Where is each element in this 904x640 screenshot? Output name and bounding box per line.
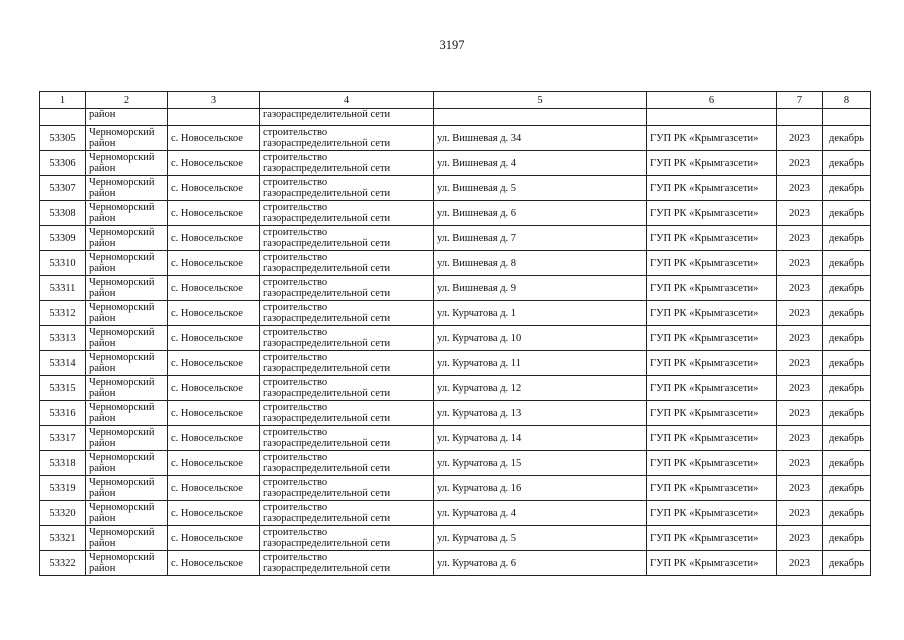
table-row bbox=[40, 451, 871, 476]
cell-month: декабрь bbox=[823, 351, 871, 376]
cell-district: район bbox=[86, 109, 168, 126]
district-line: район bbox=[89, 238, 116, 249]
cell-num: 53313 bbox=[40, 326, 86, 351]
district-line: Черноморский bbox=[89, 127, 155, 138]
cell-num: 53321 bbox=[40, 526, 86, 551]
cell-month: декабрь bbox=[823, 326, 871, 351]
district-line: район bbox=[89, 263, 116, 274]
district-line: Черноморский bbox=[89, 302, 155, 313]
column-header-6: 6 bbox=[647, 92, 777, 109]
work-line: газораспределительной сети bbox=[263, 363, 391, 374]
cell-work bbox=[260, 126, 434, 151]
cell-district bbox=[86, 301, 168, 326]
cell-month: декабрь bbox=[823, 476, 871, 501]
district-line: район bbox=[89, 438, 116, 449]
cell-org: ГУП РК «Крымгазсети» bbox=[647, 476, 777, 501]
table-row bbox=[40, 476, 871, 501]
cell-org: ГУП РК «Крымгазсети» bbox=[647, 451, 777, 476]
column-header-5: 5 bbox=[434, 92, 647, 109]
district-line: Черноморский bbox=[89, 402, 155, 413]
table-row bbox=[40, 226, 871, 251]
table-row bbox=[40, 151, 871, 176]
cell-address: ул. Вишневая д. 6 bbox=[434, 201, 647, 226]
cell-village: с. Новосельское bbox=[168, 451, 260, 476]
cell-village: с. Новосельское bbox=[168, 251, 260, 276]
district-line: район bbox=[89, 413, 116, 424]
cell-address: ул. Вишневая д. 9 bbox=[434, 276, 647, 301]
cell-year: 2023 bbox=[777, 126, 823, 151]
cell-district bbox=[86, 451, 168, 476]
table-row bbox=[40, 326, 871, 351]
cell-year: 2023 bbox=[777, 451, 823, 476]
cell-address: ул. Курчатова д. 15 bbox=[434, 451, 647, 476]
cell-address: ул. Вишневая д. 34 bbox=[434, 126, 647, 151]
cell-org: ГУП РК «Крымгазсети» bbox=[647, 151, 777, 176]
work-line: газораспределительной сети bbox=[263, 238, 391, 249]
cell-year: 2023 bbox=[777, 351, 823, 376]
cell-work bbox=[260, 451, 434, 476]
cell-month: декабрь bbox=[823, 501, 871, 526]
cell-work bbox=[260, 426, 434, 451]
table-row bbox=[40, 351, 871, 376]
work-line: газораспределительной сети bbox=[263, 563, 391, 574]
cell-year: 2023 bbox=[777, 476, 823, 501]
continuation-row bbox=[40, 109, 871, 126]
cell-month: декабрь bbox=[823, 426, 871, 451]
cell-year: 2023 bbox=[777, 201, 823, 226]
work-line: строительство bbox=[263, 127, 328, 138]
district-line: Черноморский bbox=[89, 327, 155, 338]
work-line: строительство bbox=[263, 477, 328, 488]
cell-num: 53315 bbox=[40, 376, 86, 401]
cell-num: 53314 bbox=[40, 351, 86, 376]
work-line: строительство bbox=[263, 252, 328, 263]
table-row bbox=[40, 526, 871, 551]
table-row bbox=[40, 501, 871, 526]
column-header-2: 2 bbox=[86, 92, 168, 109]
cell-address: ул. Курчатова д. 10 bbox=[434, 326, 647, 351]
cell-village: с. Новосельское bbox=[168, 351, 260, 376]
cell-address: ул. Вишневая д. 4 bbox=[434, 151, 647, 176]
cell-village: с. Новосельское bbox=[168, 376, 260, 401]
work-line: строительство bbox=[263, 327, 328, 338]
cell-district bbox=[86, 201, 168, 226]
cell-village: с. Новосельское bbox=[168, 401, 260, 426]
district-line: Черноморский bbox=[89, 352, 155, 363]
cell-work bbox=[260, 351, 434, 376]
district-line: Черноморский bbox=[89, 502, 155, 513]
cell-org: ГУП РК «Крымгазсети» bbox=[647, 551, 777, 576]
cell-month: декабрь bbox=[823, 151, 871, 176]
cell-district bbox=[86, 226, 168, 251]
cell-village: с. Новосельское bbox=[168, 276, 260, 301]
cell-village: с. Новосельское bbox=[168, 551, 260, 576]
cell-address: ул. Курчатова д. 14 bbox=[434, 426, 647, 451]
cell-work bbox=[260, 201, 434, 226]
cell-district bbox=[86, 551, 168, 576]
cell-district bbox=[86, 151, 168, 176]
cell-num bbox=[40, 109, 86, 126]
cell-address: ул. Курчатова д. 4 bbox=[434, 501, 647, 526]
cell-address: ул. Курчатова д. 12 bbox=[434, 376, 647, 401]
district-line: район bbox=[89, 513, 116, 524]
work-line: газораспределительной сети bbox=[263, 313, 391, 324]
cell-month: декабрь bbox=[823, 126, 871, 151]
district-line: район bbox=[89, 388, 116, 399]
cell-num: 53309 bbox=[40, 226, 86, 251]
work-line: газораспределительной сети bbox=[263, 438, 391, 449]
table-row bbox=[40, 376, 871, 401]
cell-address: ул. Вишневая д. 5 bbox=[434, 176, 647, 201]
cell-month: декабрь bbox=[823, 201, 871, 226]
cell-work bbox=[260, 501, 434, 526]
work-line: строительство bbox=[263, 452, 328, 463]
work-line: строительство bbox=[263, 402, 328, 413]
work-line: строительство bbox=[263, 277, 328, 288]
work-line: газораспределительной сети bbox=[263, 263, 391, 274]
cell-month: декабрь bbox=[823, 251, 871, 276]
cell-district bbox=[86, 476, 168, 501]
district-line: район bbox=[89, 563, 116, 574]
cell-org: ГУП РК «Крымгазсети» bbox=[647, 501, 777, 526]
cell-month: декабрь bbox=[823, 176, 871, 201]
cell-year: 2023 bbox=[777, 401, 823, 426]
cell-org: ГУП РК «Крымгазсети» bbox=[647, 126, 777, 151]
district-line: Черноморский bbox=[89, 177, 155, 188]
cell-village: с. Новосельское bbox=[168, 301, 260, 326]
district-line: район bbox=[89, 188, 116, 199]
work-line: газораспределительной сети bbox=[263, 213, 391, 224]
work-line: строительство bbox=[263, 302, 328, 313]
district-line: район bbox=[89, 213, 116, 224]
cell-district bbox=[86, 426, 168, 451]
cell-month bbox=[823, 109, 871, 126]
work-line: газораспределительной сети bbox=[263, 413, 391, 424]
cell-village: с. Новосельское bbox=[168, 501, 260, 526]
cell-address: ул. Курчатова д. 6 bbox=[434, 551, 647, 576]
cell-num: 53311 bbox=[40, 276, 86, 301]
cell-address: ул. Вишневая д. 8 bbox=[434, 251, 647, 276]
header-row bbox=[40, 92, 871, 109]
work-line: газораспределительной сети bbox=[263, 463, 391, 474]
work-line: строительство bbox=[263, 227, 328, 238]
cell-village: с. Новосельское bbox=[168, 126, 260, 151]
cell-org: ГУП РК «Крымгазсети» bbox=[647, 401, 777, 426]
cell-district bbox=[86, 401, 168, 426]
cell-org: ГУП РК «Крымгазсети» bbox=[647, 176, 777, 201]
work-line: газораспределительной сети bbox=[263, 338, 391, 349]
district-line: район bbox=[89, 313, 116, 324]
table-row bbox=[40, 426, 871, 451]
cell-num: 53305 bbox=[40, 126, 86, 151]
cell-month: декабрь bbox=[823, 276, 871, 301]
cell-org: ГУП РК «Крымгазсети» bbox=[647, 326, 777, 351]
cell-num: 53308 bbox=[40, 201, 86, 226]
district-line: Черноморский bbox=[89, 202, 155, 213]
cell-month: декабрь bbox=[823, 376, 871, 401]
cell-work bbox=[260, 551, 434, 576]
cell-village bbox=[168, 109, 260, 126]
cell-work bbox=[260, 326, 434, 351]
cell-address: ул. Курчатова д. 5 bbox=[434, 526, 647, 551]
district-line: район bbox=[89, 463, 116, 474]
cell-village: с. Новосельское bbox=[168, 526, 260, 551]
cell-district bbox=[86, 526, 168, 551]
district-line: Черноморский bbox=[89, 527, 155, 538]
cell-work bbox=[260, 226, 434, 251]
cell-village: с. Новосельское bbox=[168, 326, 260, 351]
cell-village: с. Новосельское bbox=[168, 201, 260, 226]
cell-work bbox=[260, 176, 434, 201]
cell-work bbox=[260, 301, 434, 326]
cell-num: 53318 bbox=[40, 451, 86, 476]
table-row bbox=[40, 201, 871, 226]
cell-year bbox=[777, 109, 823, 126]
district-line: Черноморский bbox=[89, 252, 155, 263]
cell-month: декабрь bbox=[823, 451, 871, 476]
cell-address bbox=[434, 109, 647, 126]
cell-village: с. Новосельское bbox=[168, 226, 260, 251]
cell-num: 53317 bbox=[40, 426, 86, 451]
cell-org: ГУП РК «Крымгазсети» bbox=[647, 351, 777, 376]
cell-work bbox=[260, 251, 434, 276]
cell-num: 53312 bbox=[40, 301, 86, 326]
cell-num: 53316 bbox=[40, 401, 86, 426]
cell-work bbox=[260, 276, 434, 301]
cell-district bbox=[86, 251, 168, 276]
cell-year: 2023 bbox=[777, 551, 823, 576]
table-row bbox=[40, 301, 871, 326]
cell-district bbox=[86, 276, 168, 301]
district-line: Черноморский bbox=[89, 427, 155, 438]
cell-org: ГУП РК «Крымгазсети» bbox=[647, 376, 777, 401]
work-line: строительство bbox=[263, 202, 328, 213]
work-line: строительство bbox=[263, 527, 328, 538]
table-row bbox=[40, 126, 871, 151]
cell-work bbox=[260, 401, 434, 426]
district-line: Черноморский bbox=[89, 377, 155, 388]
work-line: строительство bbox=[263, 352, 328, 363]
cell-month: декабрь bbox=[823, 401, 871, 426]
cell-village: с. Новосельское bbox=[168, 426, 260, 451]
district-line: район bbox=[89, 538, 116, 549]
cell-year: 2023 bbox=[777, 326, 823, 351]
district-line: район bbox=[89, 163, 116, 174]
work-line: газораспределительной сети bbox=[263, 188, 391, 199]
cell-year: 2023 bbox=[777, 176, 823, 201]
cell-org: ГУП РК «Крымгазсети» bbox=[647, 276, 777, 301]
column-header-8: 8 bbox=[823, 92, 871, 109]
work-line: газораспределительной сети bbox=[263, 488, 391, 499]
cell-month: декабрь bbox=[823, 301, 871, 326]
cell-work bbox=[260, 476, 434, 501]
work-line: строительство bbox=[263, 377, 328, 388]
cell-village: с. Новосельское bbox=[168, 176, 260, 201]
district-line: Черноморский bbox=[89, 227, 155, 238]
cell-org: ГУП РК «Крымгазсети» bbox=[647, 301, 777, 326]
cell-address: ул. Вишневая д. 7 bbox=[434, 226, 647, 251]
cell-district bbox=[86, 376, 168, 401]
column-header-3: 3 bbox=[168, 92, 260, 109]
cell-num: 53319 bbox=[40, 476, 86, 501]
work-line: газораспределительной сети bbox=[263, 138, 391, 149]
cell-district bbox=[86, 351, 168, 376]
cell-year: 2023 bbox=[777, 426, 823, 451]
cell-month: декабрь bbox=[823, 226, 871, 251]
table-row bbox=[40, 251, 871, 276]
cell-year: 2023 bbox=[777, 376, 823, 401]
district-line: Черноморский bbox=[89, 477, 155, 488]
cell-address: ул. Курчатова д. 1 bbox=[434, 301, 647, 326]
cell-org: ГУП РК «Крымгазсети» bbox=[647, 426, 777, 451]
cell-district bbox=[86, 126, 168, 151]
district-line: Черноморский bbox=[89, 452, 155, 463]
cell-num: 53310 bbox=[40, 251, 86, 276]
cell-num: 53306 bbox=[40, 151, 86, 176]
table-row bbox=[40, 176, 871, 201]
cell-work bbox=[260, 376, 434, 401]
cell-org: ГУП РК «Крымгазсети» bbox=[647, 251, 777, 276]
cell-year: 2023 bbox=[777, 251, 823, 276]
cell-org: ГУП РК «Крымгазсети» bbox=[647, 526, 777, 551]
work-line: строительство bbox=[263, 502, 328, 513]
work-line: строительство bbox=[263, 152, 328, 163]
page-number: 3197 bbox=[439, 38, 465, 52]
work-line: строительство bbox=[263, 427, 328, 438]
cell-num: 53322 bbox=[40, 551, 86, 576]
data-table bbox=[39, 91, 871, 576]
column-header-7: 7 bbox=[777, 92, 823, 109]
cell-month: декабрь bbox=[823, 551, 871, 576]
work-line: газораспределительной сети bbox=[263, 388, 391, 399]
table-row bbox=[40, 551, 871, 576]
table-row bbox=[40, 401, 871, 426]
cell-district bbox=[86, 326, 168, 351]
district-line: район bbox=[89, 363, 116, 374]
cell-month: декабрь bbox=[823, 526, 871, 551]
cell-work bbox=[260, 526, 434, 551]
cell-org bbox=[647, 109, 777, 126]
cell-year: 2023 bbox=[777, 501, 823, 526]
work-line: газораспределительной сети bbox=[263, 288, 391, 299]
cell-org: ГУП РК «Крымгазсети» bbox=[647, 226, 777, 251]
work-line: газораспределительной сети bbox=[263, 163, 391, 174]
cell-village: с. Новосельское bbox=[168, 151, 260, 176]
cell-num: 53307 bbox=[40, 176, 86, 201]
table-row bbox=[40, 276, 871, 301]
district-line: район bbox=[89, 288, 116, 299]
district-line: Черноморский bbox=[89, 152, 155, 163]
work-line: строительство bbox=[263, 177, 328, 188]
work-line: газораспределительной сети bbox=[263, 538, 391, 549]
cell-address: ул. Курчатова д. 13 bbox=[434, 401, 647, 426]
cell-year: 2023 bbox=[777, 226, 823, 251]
cell-work: газораспределительной сети bbox=[260, 109, 434, 126]
table-body bbox=[40, 92, 871, 576]
cell-year: 2023 bbox=[777, 301, 823, 326]
cell-num: 53320 bbox=[40, 501, 86, 526]
district-line: Черноморский bbox=[89, 552, 155, 563]
cell-district bbox=[86, 501, 168, 526]
cell-address: ул. Курчатова д. 16 bbox=[434, 476, 647, 501]
column-header-1: 1 bbox=[40, 92, 86, 109]
district-line: район bbox=[89, 488, 116, 499]
work-line: строительство bbox=[263, 552, 328, 563]
cell-district bbox=[86, 176, 168, 201]
column-header-4: 4 bbox=[260, 92, 434, 109]
district-line: район bbox=[89, 138, 116, 149]
cell-work bbox=[260, 151, 434, 176]
cell-org: ГУП РК «Крымгазсети» bbox=[647, 201, 777, 226]
cell-address: ул. Курчатова д. 11 bbox=[434, 351, 647, 376]
work-line: газораспределительной сети bbox=[263, 513, 391, 524]
district-line: Черноморский bbox=[89, 277, 155, 288]
cell-year: 2023 bbox=[777, 526, 823, 551]
cell-village: с. Новосельское bbox=[168, 476, 260, 501]
cell-year: 2023 bbox=[777, 276, 823, 301]
district-line: район bbox=[89, 338, 116, 349]
cell-year: 2023 bbox=[777, 151, 823, 176]
